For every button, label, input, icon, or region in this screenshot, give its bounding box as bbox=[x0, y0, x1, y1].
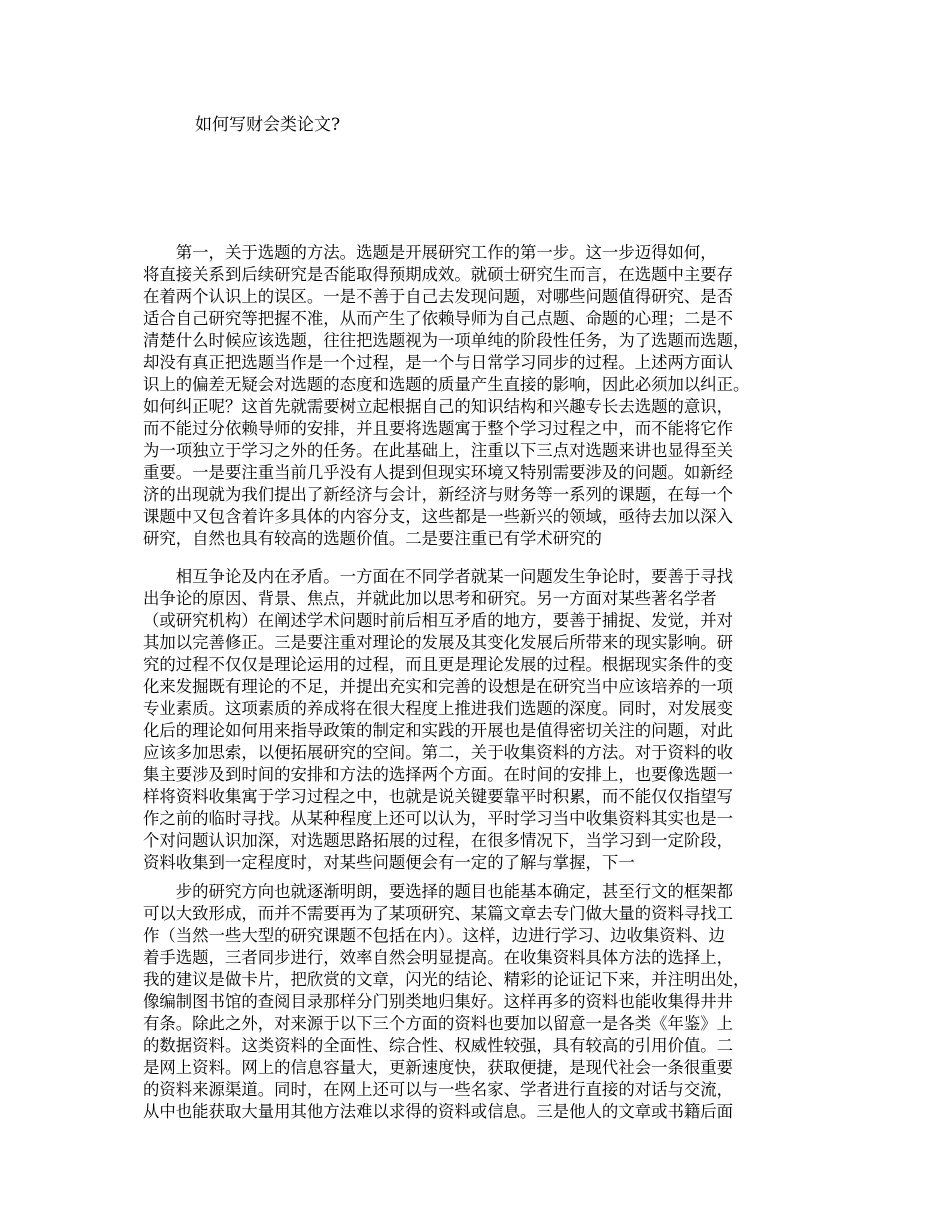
text-line: 其加以完善修正。三是要注重对理论的发展及其变化发展后所带来的现实影响。研 bbox=[143, 633, 734, 652]
text-line: 而不能过分依赖导师的安排，并且要将选题寓于整个学习过程之中，而不能将它作 bbox=[143, 419, 734, 438]
text-line: 作之前的临时寻找。从某种程度上还可以认为，平时学习当中收集资料其实也是一 bbox=[143, 809, 734, 828]
text-line: 在着两个认识上的误区。一是不善于自己去发现问题，对哪些问题值得研究、是否 bbox=[143, 287, 734, 306]
text-line: 为一项独立于学习之外的任务。在此基础上，注重以下三点对选题来讲也显得至关 bbox=[143, 441, 734, 460]
text-line: 出争论的原因、背景、焦点，并就此加以思考和研究。另一方面对某些著名学者 bbox=[143, 589, 717, 608]
text-line: 将直接关系到后续研究是否能取得预期成效。就硕士研究生而言，在选题中主要存 bbox=[143, 265, 734, 284]
text-line: 样将资料收集寓于学习过程之中，也就是说关键要靠平时积累，而不能仅仅指望写 bbox=[143, 787, 734, 806]
text-line: 如何纠正呢？这首先就需要树立起根据自己的知识结构和兴趣专长去选题的意识， bbox=[143, 397, 734, 416]
paragraph-2 bbox=[143, 566, 823, 874]
text-line: 的数据资料。这类资料的全面性、综合性、权威性较强，具有较高的引用价值。二 bbox=[143, 1036, 734, 1055]
text-line: 清楚什么时候应该选题，往往把选题视为一项单纯的阶段性任务，为了选题而选题， bbox=[143, 331, 750, 350]
text-line: 第一，关于选题的方法。选题是开展研究工作的第一步。这一步迈得如何， bbox=[143, 243, 717, 262]
text-line: 资料收集到一定程度时，对某些问题便会有一定的了解与掌握，下一 bbox=[143, 853, 635, 872]
text-line: 的资料来源渠道。同时，在网上还可以与一些名家、学者进行直接的对话与交流， bbox=[143, 1080, 734, 1099]
text-line: 应该多加思索，以便拓展研究的空间。第二，关于收集资料的方法。对于资料的收 bbox=[143, 743, 734, 762]
text-line: 个对问题认识加深，对选题思路拓展的过程，在很多情况下，当学习到一定阶段， bbox=[143, 831, 734, 850]
text-line: 专业素质。这项素质的养成将在很大程度上推进我们选题的深度。同时，对发展变 bbox=[143, 699, 734, 718]
text-line: 可以大致形成，而并不需要再为了某项研究、某篇文章去专门做大量的资料寻找工 bbox=[143, 904, 734, 923]
text-line: 化后的理论如何用来指导政策的制定和实践的开展也是值得密切关注的问题，对此 bbox=[143, 721, 734, 740]
text-line: 研究，自然也具有较高的选题价值。二是要注重已有学术研究的 bbox=[143, 529, 602, 548]
text-line: 步的研究方向也就逐渐明朗，要选择的题目也能基本确定，甚至行文的框架都 bbox=[143, 882, 734, 901]
text-line: 有条。除此之外，对来源于以下三个方面的资料也要加以留意一是各类《年鉴》上 bbox=[143, 1014, 734, 1033]
text-line: 课题中又包含着许多具体的内容分支，这些都是一些新兴的领域，亟待去加以深入 bbox=[143, 507, 734, 526]
text-line: 识上的偏差无疑会对选题的态度和选题的质量产生直接的影响，因此必须加以纠正。 bbox=[143, 375, 750, 394]
text-line: 重要。一是要注重当前几乎没有人提到但现实环境又特别需要涉及的问题。如新经 bbox=[143, 463, 734, 482]
text-line: 集主要涉及到时间的安排和方法的选择两个方面。在时间的安排上，也要像选题一 bbox=[143, 765, 734, 784]
text-line: 是网上资料。网上的信息容量大，更新速度快，获取便捷，是现代社会一条很重要 bbox=[143, 1058, 734, 1077]
text-line: 像编制图书馆的查阅目录那样分门别类地归集好。这样再多的资料也能收集得井井 bbox=[143, 992, 734, 1011]
text-line: 究的过程不仅仅是理论运用的过程，而且更是理论发展的过程。根据现实条件的变 bbox=[143, 655, 734, 674]
text-line: 着手选题，三者同步进行，效率自然会明显提高。在收集资料具体方法的选择上， bbox=[143, 948, 734, 967]
document-title: 如何写财会类论文? bbox=[195, 115, 341, 135]
text-line: 从中也能获取大量用其他方法难以求得的资料或信息。三是他人的文章或书籍后面 bbox=[143, 1102, 734, 1121]
text-line: 相互争论及内在矛盾。一方面在不同学者就某一问题发生争论时，要善于寻找 bbox=[143, 567, 734, 586]
text-line: 却没有真正把选题当作是一个过程，是一个与日常学习同步的过程。上述两方面认 bbox=[143, 353, 734, 372]
text-line: 济的出现就为我们提出了新经济与会计，新经济与财务等一系列的课题，在每一个 bbox=[143, 485, 734, 504]
text-line: 化来发掘既有理论的不足，并提出充实和完善的设想是在研究当中应该培养的一项 bbox=[143, 677, 734, 696]
text-line: 作（当然一些大型的研究课题不包括在内）。这样，边进行学习、边收集资料、边 bbox=[143, 926, 725, 945]
text-line: 适合自己研究等把握不准，从而产生了依赖导师为自己点题、命题的心理；二是不 bbox=[143, 309, 734, 328]
text-line: 我的建议是做卡片，把欣赏的文章，闪光的结论、精彩的论证记下来，并注明出处， bbox=[143, 970, 750, 989]
paragraph-3 bbox=[143, 881, 823, 1123]
text-line: （或研究机构）在阐述学术问题时前后相互矛盾的地方，要善于捕捉、发觉，并对 bbox=[143, 611, 734, 630]
paragraph-1 bbox=[143, 242, 823, 550]
